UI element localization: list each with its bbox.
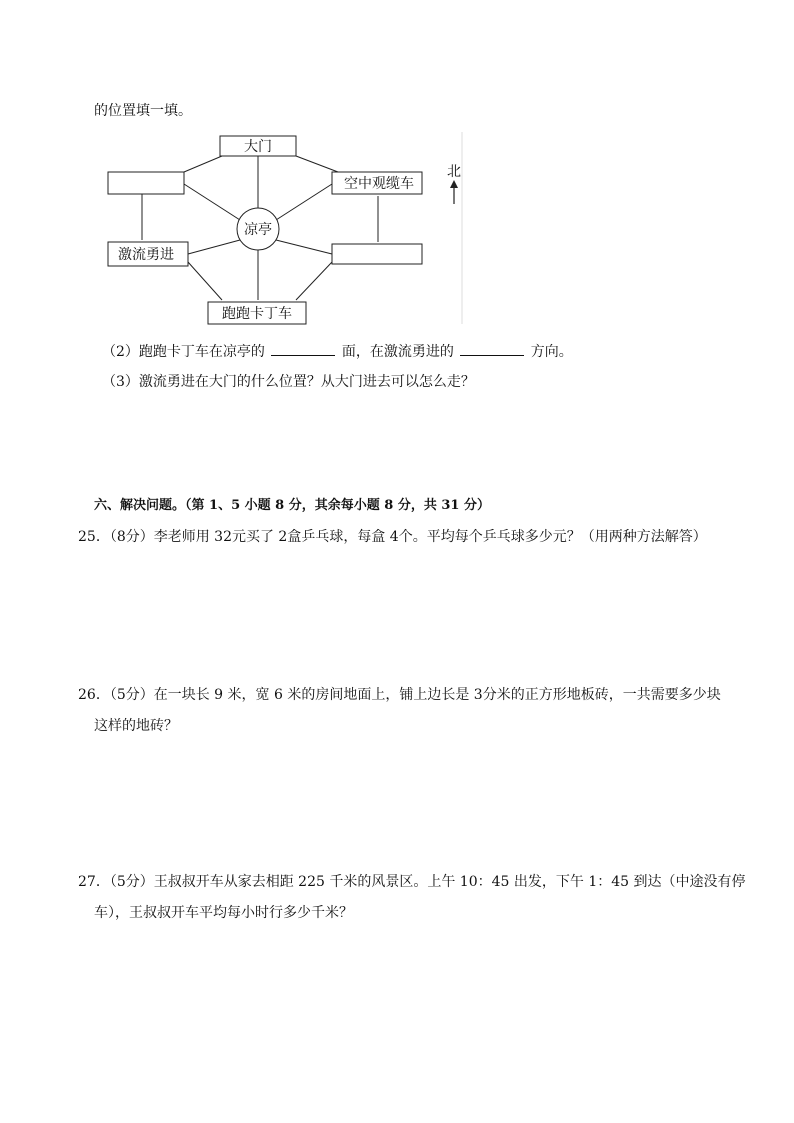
park-map-svg (100, 128, 470, 328)
question-3: （3）激流勇进在大门的什么位置？从大门进去可以怎么走？ (102, 374, 475, 390)
problem-27-line1: 27．（5分）王叔叔开车从家去相距 225 千米的风景区。上午 10：45 出发，下午 1：45 到达（中途没有停 (78, 874, 746, 890)
q2-blank-1[interactable] (271, 341, 335, 356)
rafting-label: 激流勇进 (118, 247, 174, 263)
cable-car-label: 空中观缆车 (344, 176, 414, 192)
q2-part1: （2）跑跑卡丁车在凉亭的 (102, 344, 265, 360)
q2-blank-2[interactable] (460, 341, 524, 356)
park-map-diagram (100, 128, 470, 328)
section-6-title: 六、解决问题。（第 1、5 小题 8 分，其余每小题 8 分，共 31 分） (94, 498, 490, 513)
problem-26-line2: 这样的地砖？ (94, 718, 178, 734)
pavilion-label: 凉亭 (244, 222, 272, 238)
north-arrow-icon (450, 180, 458, 188)
north-label: 北 (447, 164, 461, 180)
problem-25: 25．（8分）李老师用 32元买了 2盒乒乓球，每盒 4个。平均每个乒乓球多少元？（用两种方法解答） (78, 529, 707, 545)
q2-part3: 方向。 (530, 344, 573, 360)
continuation-text: 的位置填一填。 (94, 103, 192, 119)
kart-label: 跑跑卡丁车 (222, 306, 292, 322)
blank-box-southeast (332, 244, 422, 264)
blank-box-west (108, 172, 184, 194)
question-2 (102, 341, 573, 362)
gate-label: 大门 (244, 139, 272, 155)
problem-27-line2: 车），王叔叔开车平均每小时行多少千米？ (94, 905, 353, 921)
q2-part2: 面，在激流勇进的 (341, 344, 454, 360)
problem-26-line1: 26．（5分）在一块长 9 米，宽 6 米的房间地面上，铺上边长是 3分米的正方形地板砖，一共需要多少块 (78, 687, 721, 703)
